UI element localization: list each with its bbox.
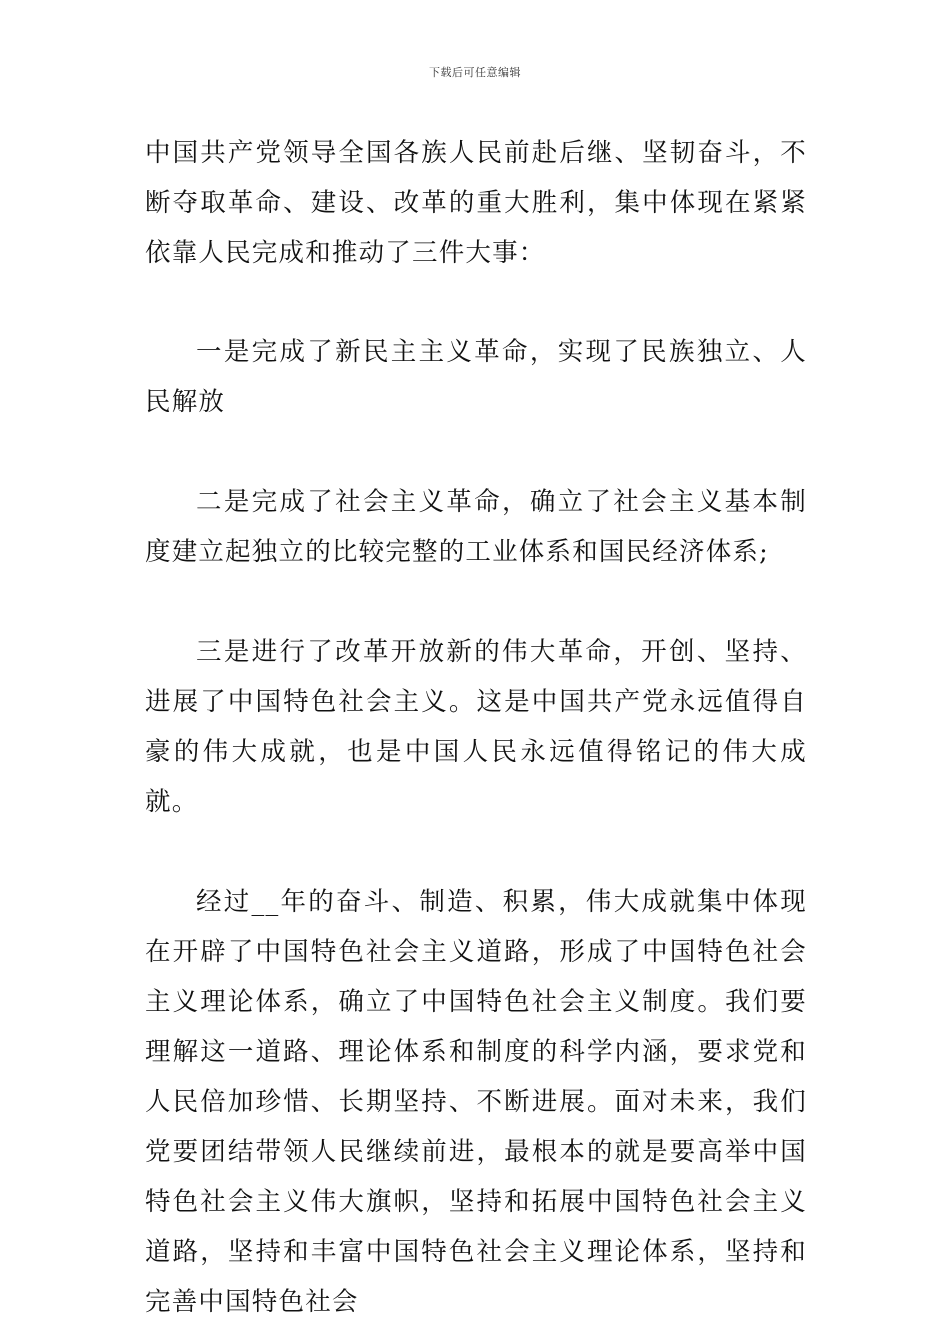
paragraph-achievements: 经过__年的奋斗、制造、积累，伟大成就集中体现在开辟了中国特色社会主义道路，形成了中国特色社会主义理论体系，确立了中国特色社会主义制度。我们要理解这一道路、理论体系和制度的科学内涵，要求党和人民倍加珍惜、长期坚持、不断进展。面对未来，我们党要团结带领人民继续前进，最根本的就是要高举中国特色社会主义伟大旗帜，坚持和拓展中国特色社会主义道路，坚持和丰富中国特色社会主义理论体系，坚持和完善中国特色社会 xyxy=(145,887,807,1317)
paragraph-intro: 中国共产党领导全国各族人民前赴后继、坚韧奋斗，不断夺取革命、建设、改革的重大胜利，集中体现在紧紧依靠人民完成和推动了三件大事： xyxy=(145,138,807,268)
paragraph-point-two: 二是完成了社会主义革命，确立了社会主义基本制度建立起独立的比较完整的工业体系和国民经济体系; xyxy=(145,487,807,567)
paragraph-point-one: 一是完成了新民主主义革命，实现了民族独立、人民解放 xyxy=(145,337,807,417)
document-body xyxy=(145,128,807,1327)
header-note: 下载后可任意编辑 xyxy=(429,66,521,79)
paragraph-point-three: 三是进行了改革开放新的伟大革命，开创、坚持、进展了中国特色社会主义。这是中国共产党永远值得自豪的伟大成就，也是中国人民永远值得铭记的伟大成就。 xyxy=(145,637,807,817)
